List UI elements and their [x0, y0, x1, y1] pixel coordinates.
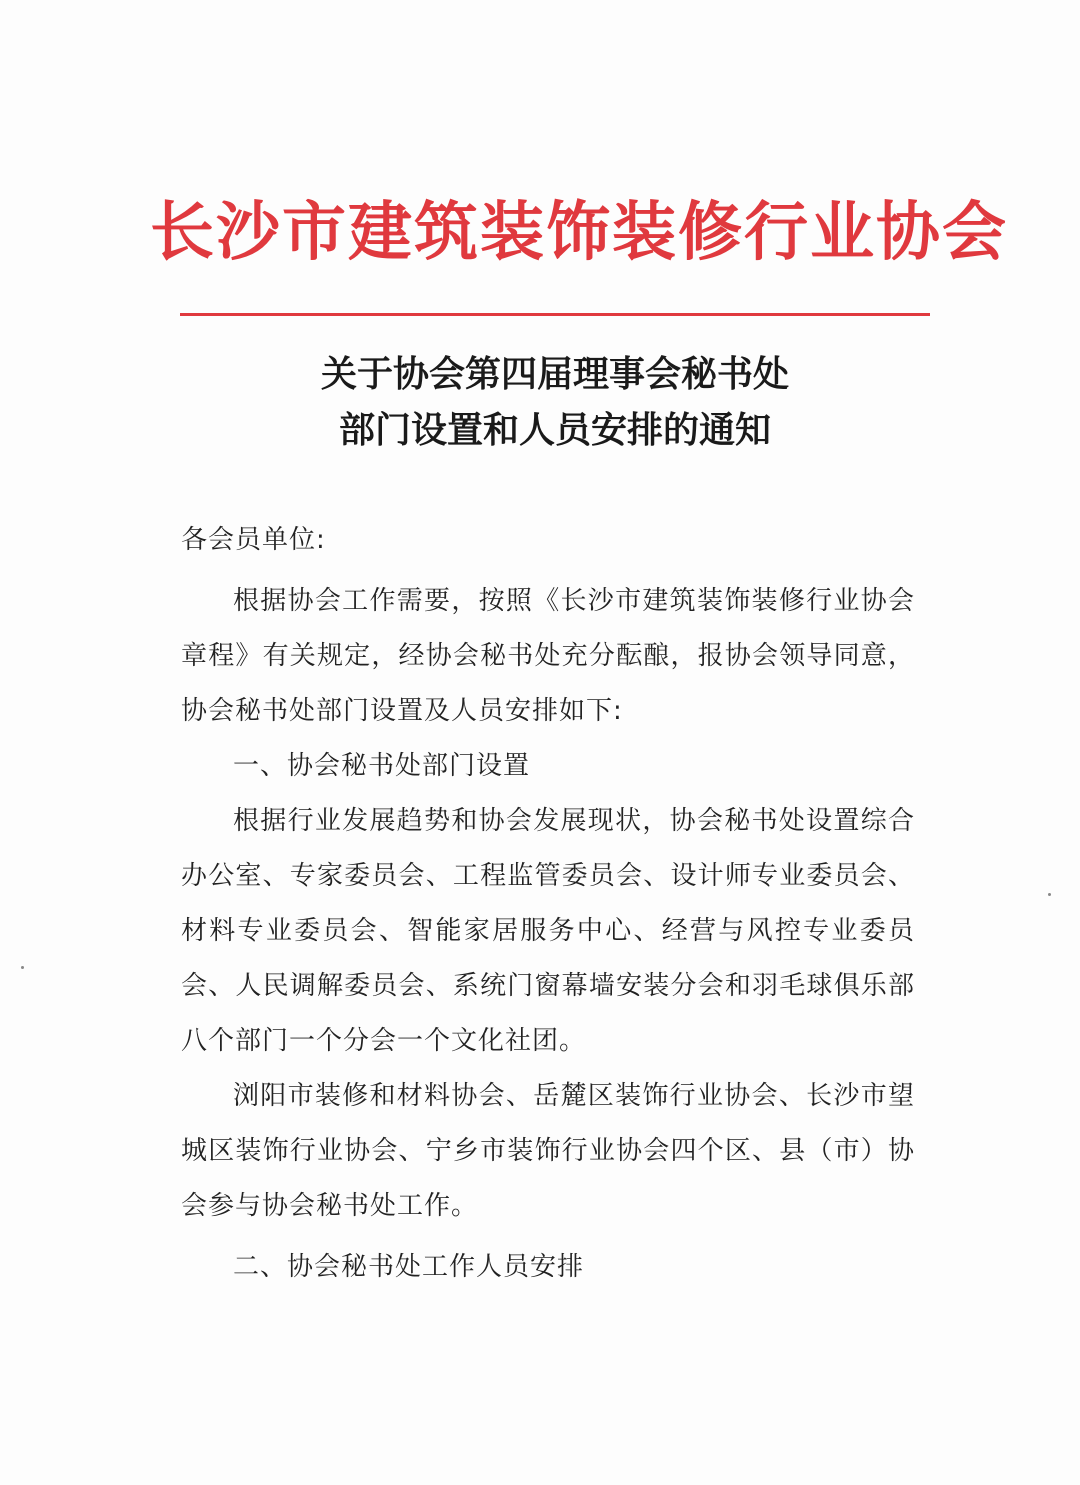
letterhead-divider [180, 313, 930, 316]
notice-body [181, 513, 915, 1295]
paragraph-departments: 根据行业发展趋势和协会发展现状，协会秘书处设置综合办公室、专家委员会、工程监管委员会、设计师专业委员会、材料专业委员会、智能家居服务中心、经营与风控专业委员会、人民调解委员会、系统门窗幕墙安装分会和羽毛球俱乐部八个部门一个分会一个文化社团。 [181, 806, 915, 1056]
section-heading-departments: 一、协会秘书处部门设置 [233, 751, 531, 781]
paragraph-district-associations: 浏阳市装修和材料协会、岳麓区装饰行业协会、长沙市望城区装饰行业协会、宁乡市装饰行业协会四个区、县（市）协会参与协会秘书处工作。 [181, 1081, 915, 1221]
notice-title [180, 346, 930, 458]
section-heading-staffing: 二、协会秘书处工作人员安排 [233, 1252, 585, 1282]
notice-title-line-2: 部门设置和人员安排的通知 [338, 409, 771, 451]
salutation: 各会员单位: [181, 525, 326, 555]
notice-title-line-1: 关于协会第四届理事会秘书处 [320, 353, 789, 395]
scan-speck [21, 966, 24, 969]
organization-letterhead: 长沙市建筑装饰装修行业协会 [150, 195, 1008, 270]
scan-speck [1048, 893, 1051, 896]
paragraph-purpose: 根据协会工作需要，按照《长沙市建筑装饰装修行业协会章程》有关规定，经协会秘书处充分酝酿，报协会领导同意，协会秘书处部门设置及人员安排如下: [181, 586, 915, 726]
